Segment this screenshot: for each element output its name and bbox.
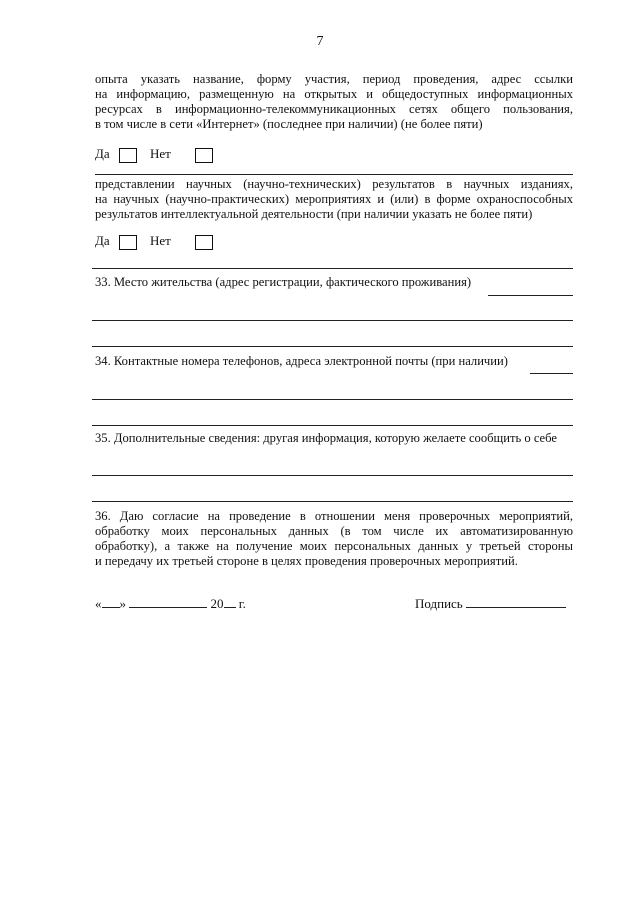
no-checkbox[interactable] bbox=[195, 148, 213, 163]
date-open-quote: « bbox=[95, 596, 102, 611]
yes-checkbox[interactable] bbox=[119, 148, 137, 163]
text-line: на информацию, размещенную на открытых и общедоступных информационных bbox=[95, 87, 573, 101]
no-label: Нет bbox=[150, 146, 171, 161]
answer-line[interactable] bbox=[92, 320, 573, 321]
question-33-label: 33. Место жительства (адрес регистрации, фактического проживания) bbox=[95, 275, 472, 289]
yes-label: Да bbox=[95, 146, 110, 161]
separator-line bbox=[95, 174, 573, 175]
answer-line[interactable] bbox=[530, 373, 573, 374]
paragraph-publications bbox=[95, 72, 573, 132]
year-blank[interactable] bbox=[224, 595, 236, 608]
text-line: и передачу их третьей стороне в целях проведения проверочных мероприятий. bbox=[95, 554, 518, 568]
text-line: опыта указать название, форму участия, период проведения, адрес ссылки bbox=[95, 72, 573, 86]
text-line: в том числе в сети «Интернет» (последнее при наличии) (не более пяти) bbox=[95, 117, 483, 131]
question-34-label: 34. Контактные номера телефонов, адреса электронной почты (при наличии) bbox=[95, 354, 508, 368]
no-label: Нет bbox=[150, 233, 171, 248]
no-checkbox[interactable] bbox=[195, 235, 213, 250]
answer-line[interactable] bbox=[92, 425, 573, 426]
question-35-label: 35. Дополнительные сведения: другая информация, которую желаете сообщить о себе bbox=[95, 431, 557, 445]
signature-field bbox=[415, 595, 566, 612]
text-line: на научных (научно-практических) мероприятиях и (или) в форме охраноспособных bbox=[95, 192, 573, 206]
text-line: ресурсах в информационно-телекоммуникационных сетях общего пользования, bbox=[95, 102, 573, 116]
signature-label: Подпись bbox=[415, 596, 463, 611]
date-close-quote: » bbox=[119, 596, 126, 611]
answer-line[interactable] bbox=[488, 295, 573, 296]
yes-checkbox[interactable] bbox=[119, 235, 137, 250]
month-blank[interactable] bbox=[129, 595, 207, 608]
date-field bbox=[95, 595, 246, 612]
signature-blank[interactable] bbox=[466, 595, 566, 608]
page-number: 7 bbox=[316, 34, 324, 49]
year-suffix: г. bbox=[238, 596, 246, 611]
yes-label: Да bbox=[95, 233, 110, 248]
year-prefix: 20 bbox=[210, 596, 224, 611]
day-blank[interactable] bbox=[102, 595, 120, 608]
text-line: представлении научных (научно-технических) результатов в научных изданиях, bbox=[95, 177, 573, 191]
text-line: результатов интеллектуальной деятельности (при наличии указать не более пяти) bbox=[95, 207, 533, 221]
text-line: обработку), а также на получение моих персональных данных у третьей стороны bbox=[95, 539, 573, 553]
answer-line[interactable] bbox=[92, 475, 573, 476]
text-line: обработку моих персональных данных (в том числе их автоматизированную bbox=[95, 524, 573, 538]
text-line: 36. Даю согласие на проведение в отношении меня проверочных мероприятий, bbox=[95, 509, 573, 523]
separator-line bbox=[92, 268, 573, 269]
answer-line[interactable] bbox=[92, 399, 573, 400]
answer-line[interactable] bbox=[92, 501, 573, 502]
paragraph-consent bbox=[95, 509, 573, 569]
paragraph-scientific-results bbox=[95, 177, 573, 222]
answer-line[interactable] bbox=[92, 346, 573, 347]
